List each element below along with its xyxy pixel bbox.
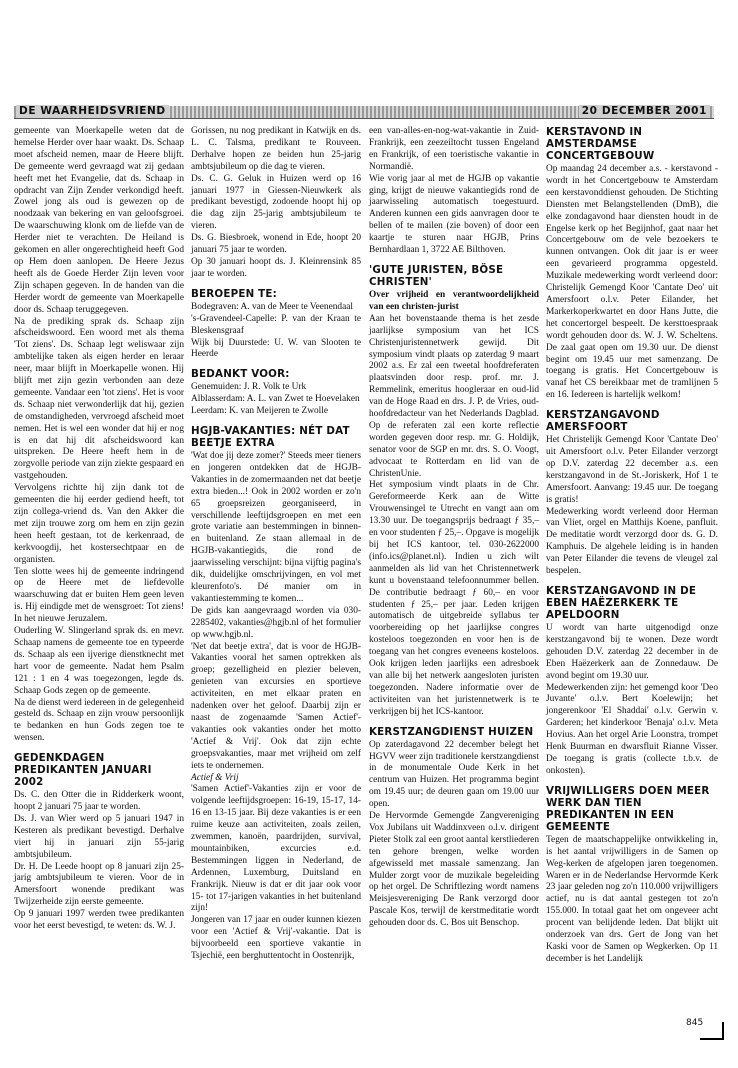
paragraph: Het symposium vindt plaats in de Chr. Gereformeerde Kerk aan de Witte Vrouwensingel te Utrecht en vangt aan om 13.30 uur. De toegangsprijs bedraagt ƒ 35,– en voor studenten ƒ 25,–. Opgave is mogelijk bij het ICS kantoor, tel. 030-2622000 (info.ics@planet.nl). Indien u zich wilt aanmelden als lid van het Christennetwerk kunt u bovenstaand telefoonnummer bellen. De contributie bedraagt ƒ 60,– en voor studenten ƒ 25,– per jaar. Leden krijgen automatisch de uitgebreide syllabus ter voorbereiding op het jaarlijkse congres kosteloos toegezonden en voor hen is de toegang van het congres eveneens kosteloos. Ook krijgen leden jaarlijks een adresboek van alle bij het netwerk aangesloten juristen toegezonden. Nadere informatie over de activiteiten van het juristennetwerk is te verkrijgen bij het ICS-kantoor. xyxy=(369,480,539,717)
subheading-actief-vrij: Actief & Vrij xyxy=(191,772,239,783)
heading-kerstzangdienst-huizen: KERSTZANGDIENST HUIZEN xyxy=(369,725,534,738)
subheading-gute-juristen: Over vrijheid en verantwoordelijkheid van een christen-jurist xyxy=(369,289,539,312)
paragraph: Vervolgens richtte hij zijn dank tot de gemeenten die hij eerder gediend heeft, tot zijn collega-vriend ds. Van den Akker die met zijn trouwe zorg om hem en zijn gezin heen heeft gestaan, tot de kerkenraad, de kerkvoogdij, het kostersechtpaar en de organisten. xyxy=(14,483,184,565)
paragraph: Het Christelijk Gemengd Koor 'Cantate Deo' uit Amersfoort o.l.v. Peter Eilander verzorgt op D.V. zaterdag 22 december a.s. een kerstzangavond in de St.-Joriskerk, Hof 1 te Amersfoort. Aanvang: 19.45 uur. De toegang is gratis! xyxy=(546,435,718,505)
paragraph: De Hervormde Gemengde Zangvereniging Vox Jubilans uit Waddinxveen o.l.v. dirigent Pieter Stolk zal een groot aantal kerstliederen ten gehore brengen, welke worden afgewisseld met massale samenzang. Jan Mulder zorgt voor de muzikale begeleiding op het orgel. De Schriftlezing wordt namens Meisjesvereniging De Rank verzorgd door Pascale Kos, terwijl de kerstmeditatie wordt gehouden door ds. C. Bos uit Benschop. xyxy=(369,811,539,929)
paragraph: Tegen de maatschappelijke ontwikkeling in, is het aantal vrijwilligers in de Samen op Weg-kerken de afgelopen jaren toegenomen. Waren er in de Nederlandse Hervormde Kerk 23 jaar geleden nog zo'n 110.000 vrijwilligers actief, nu is dat aantal gestegen tot zo'n 155.000. In totaal gaat het om ongeveer acht procent van belijdende leden. Dat blijkt uit onderzoek van drs. Gert de Jong van het Kaski voor de Samen op Wegkerken. Op 11 december is het Landelijk xyxy=(546,834,718,964)
list-item: Wijk bij Duurstede: U. W. van Slooten te Heerde xyxy=(191,337,361,360)
paragraph: Gorissen, nu nog predikant in Katwijk en ds. L. C. Talsma, predikant te Rouveen. Derhalve hopen ze beiden hun 25-jarig ambtsjubileum op die dag te vieren. xyxy=(191,126,361,172)
paragraph: Medewerking wordt verleend door Herman van Vliet, orgel en Matthijs Koene, panfluit. De meditatie wordt verzorgd door ds. G. D. Kamphuis. De algehele leiding is in handen van Peter Eilander die tevens de vleugel zal bespelen. xyxy=(546,506,718,577)
heading-gute-juristen: 'GUTE JURISTEN, BÖSE CHRISTEN' xyxy=(369,263,504,288)
paragraph: 'Wat doe jij deze zomer?' Steeds meer tieners en jongeren ontdekken dat de HGJB-Vakanties in de zomermaanden net dat beetje extra bieden...! Ook in 2002 worden er zo'n 65 groepsreizen georganiseerd, in verschillende leeftijdsgroepen en met een grote variatie aan bestemmingen in binnen- en buitenland. Ze staan allemaal in de HGJB-vakantiegids, die rond de jaarwisseling verschijnt: bijna vijftig pagina's dik, duidelijke omschrijvingen, en vol met kleurenfoto's. Dé manier om in vakantiestemming te komen... xyxy=(191,451,361,604)
paragraph: Na de prediking sprak ds. Schaap zijn afscheidswoord. Een woord met als thema 'Tot ziens'. Ds. Schaap legt weliswaar zijn ambtelijke taken als eigen herder en leraar neer, maar blijft in Moerkapelle wonen. Hij blijft met zijn gezin verbonden aan deze gemeente. Vandaar een 'tot ziens'. Het is voor ds. Schaap niet verwonderlijk dat hij, gezien de omstandigheden, vervroegd afscheid moet nemen. Het is wel een wonder dat hij er nog is en dat hij dit afscheidswoord kan uitspreken. De Heere heeft hem in de zorgvolle periode van zijn ziekte gespaard en vastgehouden. xyxy=(14,316,184,482)
heading-beroepen: BEROEPEN TE: xyxy=(191,287,277,300)
masthead-bar xyxy=(14,106,714,119)
heading-gedenkdagen: GEDENKDAGEN PREDIKANTEN JANUARI 2002 xyxy=(14,752,152,789)
heading-bedankt: BEDANKT VOOR: xyxy=(191,368,290,381)
column-2 xyxy=(191,126,361,963)
paragraph: Ds. C. den Otter die in Ridderkerk woont, hoopt 2 januari 75 jaar te worden. xyxy=(14,790,184,813)
paragraph: Medewerkenden zijn: het gemengd koor 'Deo Juvante' o.l.v. Bert Koelewijn; het jongerenkoor 'El Shaddai' o.l.v. Gerwin v. Garderen; het kinderkoor 'Benaja' o.l.v. Meta Hovius. Aan het orgel Arie Loonstra, trompet Henk Buurman en dwarsfluit Rianne Visser. De toegang is gratis (collecte t.b.v. de onkosten). xyxy=(546,682,718,776)
heading-hgjb-vakanties: HGJB-VAKANTIES: NÉT DAT BEETJE EXTRA xyxy=(191,425,350,450)
paragraph: Aan het bovenstaande thema is het zesde jaarlijkse symposium van het ICS Christenjuristennetwerk gewijd. Dit symposium vindt plaats op zaterdag 9 maart 2002 a.s. Er zal een tweetal hoofdreferaten plaatsvinden door resp. prof. mr. J. Remmelink, emeritus hoogleraar en oud-lid van de Hoge Raad en drs. J. P. de Vries, oud-hoofdredacteur van het Nederlands Dagblad. Op de referaten zal een korte reflectie worden gegeven door resp. mr. G. Holdijk, senator voor de SGP en mr. drs. S. O. Voogt, advocaat te Rotterdam en lid van de ChristenUnie. xyxy=(369,313,539,479)
paragraph: 'Samen Actief'-Vakanties zijn er voor de volgende leeftijdsgroepen: 16-19, 15-17, 14-16 en 13-15 jaar. Bij deze vakanties is er een ruime keuze aan activiteiten, zoals zeilen, zwemmen, kanoën, paardrijden, survival, mountainbiken, excurcies e.d. Bestemmingen liggen in Nederland, de Ardennen, Luxemburg, Duitsland en Frankrijk. Nieuw is dat er dit jaar ook voor 15- tot 17-jarigen vakanties in het buitenland zijn! xyxy=(191,784,361,914)
paragraph: Ten slotte wees hij de gemeente indringend op de Heere met de liefdevolle waarschuwing dat er buiten Hem geen leven is. Hij eindigde met de wensgroet: Tot ziens! In het nieuwe Jeruzalem. xyxy=(14,566,184,625)
paragraph: Jongeren van 17 jaar en ouder kunnen kiezen voor een 'Actief & Vrij'-vakantie. Dat is bijvoorbeeld een sportieve vakantie in Tsjechië, een berghuttentocht in Oostenrijk, xyxy=(191,915,361,962)
list-item: Genemuiden: J. R. Volk te Urk xyxy=(191,382,307,393)
column-1 xyxy=(14,126,184,933)
column-3 xyxy=(369,126,539,930)
paragraph: Ds. G. Biesbroek, wonend in Ede, hoopt 20 januari 75 jaar te worden. xyxy=(191,233,361,256)
paragraph: Dr. H. De Leede hoopt op 8 januari zijn 25-jarig ambtsjubileum te vieren. Voor de in Amersfoort wonende predikant was Twijzerheide zijn eerste gemeente. xyxy=(14,861,184,908)
list-item: 's-Gravendeel-Capelle: P. van der Kraan te Bleskensgraaf xyxy=(191,313,361,336)
paragraph: een van-alles-en-nog-wat-vakantie in Zuid-Frankrijk, een zeezeiltocht tussen Engeland en Frankrijk, of een toeristische vakantie in Normandië. xyxy=(369,126,539,172)
corner-mark xyxy=(700,1022,724,1040)
publication-title: DE WAARHEIDSVRIEND xyxy=(16,105,169,118)
paragraph: Ds. J. van Wier werd op 5 januari 1947 in Kesteren als predikant bevestigd. Derhalve viert hij in januari zijn 55-jarig ambtsjubileum. xyxy=(14,813,184,860)
list-item: Bodegraven: A. van de Meer te Veenendaal xyxy=(191,301,353,312)
column-4 xyxy=(546,126,718,966)
paragraph: Ouderling W. Slingerland sprak ds. en mevr. Schaap namens de gemeente toe en typeerde ds. Schaap als een ijverige dienstknecht met hart voor de gemeente. Nadat hem Psalm 121 : 1 en 4 was toegezongen, legde ds. Schaap Gods zegen op de gemeente. xyxy=(14,626,184,696)
paragraph: U wordt van harte uitgenodigd onze kerstzangavond bij te wonen. Deze wordt gehouden D.V. zaterdag 22 december in de Eben Haëzerkerk aan de Zonnedauw. De avond begint om 19.30 uur. xyxy=(546,623,718,681)
paragraph: Op zaterdagavond 22 december belegt het HGVV weer zijn traditionele kerstzangdienst in de monumentale Oude Kerk in het centrum van Huizen. Het programma begint om 19.45 uur; de deuren gaan om 19.00 uur open. xyxy=(369,739,539,810)
heading-kerstzangavond-apeldoorn: KERSTZANGAVOND IN DE EBEN HAËZERKERK TE APELDOORN xyxy=(546,585,697,621)
paragraph: 'Net dat beetje extra', dat is voor de HGJB-Vakanties vooral het samen optrekken als groep; gezelligheid en plezier beleven, genieten van excursies en sportieve activiteiten, en met elkaar praten en nadenken over het geloof. Daarbij zijn er naast de zogenaamde 'Samen Actief'-vakanties ook vakanties onder het motto 'Actief & Vrij'. Ook dat zijn echte groepsvakanties, maar met vrijheid om zelf iets te ondernemen. xyxy=(191,641,361,771)
heading-kerstzangavond-amersfoort: KERSTZANGAVOND AMERSFOORT xyxy=(546,409,660,434)
paragraph: Ds. C. G. Geluk in Huizen werd op 16 januari 1977 in Giessen-Nieuwkerk als predikant bevestigd, zodoende hoopt hij op die dag zijn 25-jarig ambtsjubileum te vieren. xyxy=(191,173,361,232)
paragraph: gemeente van Moerkapelle weten dat de hemelse Herder over haar waakt. Ds. Schaap moet afscheid nemen, maar de Heere blijft. De gemeente werd gevraagd wat zij gedaan heeft met het Evangelie, dat ds. Schaap in opdracht van Zijn Zender verkondigd heeft. Zowel jong als oud is gewezen op de noodzaak van bekering en van geloofsgroei. De waarschuwing klonk om de liefde van de Herder niet te verachten. De Heiland is gekomen en aller ongerechtigheid heeft God op Hem doen aanlopen. De Heere Jezus heeft als de Goede Herder Zijn leven voor Zijn schapen gegeven. In de handen van die Herder wordt de gemeente van Moerkapelle door ds. Schaap teruggegeven. xyxy=(14,126,184,315)
issue-date: 20 DECEMBER 2001 xyxy=(579,105,710,118)
paragraph: Wie vorig jaar al met de HGJB op vakantie ging, krijgt de nieuwe vakantiegids rond de jaarwisseling automatisch toegestuurd. Anderen kunnen een gids aanvragen door te bellen of te mailen (zie boven) of door een kaartje te sturen naar HGJB, Prins Bernhardlaan 1, 3722 AE Bilthoven. xyxy=(369,173,539,256)
paragraph: De gids kan aangevraagd worden via 030-2285402, vakanties@hgjb.nl of het formulier op www.hgjb.nl. xyxy=(191,605,361,640)
paragraph: Na de dienst werd iedereen in de gelegenheid gesteld ds. Schaap en zijn vrouw persoonlijk te bedanken en hun Gods zegen toe te wensen. xyxy=(14,697,184,744)
heading-kerstavond-concertgebouw: KERSTAVOND IN AMSTERDAMSE CONCERTGEBOUW xyxy=(546,126,655,162)
list-item: Alblasserdam: A. L. van Zwet te Hoevelaken xyxy=(191,394,360,405)
paragraph: Op maandag 24 december a.s. - kerstavond - wordt in het Concertgebouw te Amsterdam een kerstavonddienst gehouden. De Stichting Diensten met Belangstellenden (DmB), die elke zondagavond haar diensten houdt in de Engelse kerk op het Begijnhof, gaat naar het Concertgebouw om de vele bezoekers te kunnen ontvangen. Ook dit jaar is er weer een gevarieerd programma opgesteld. Muzikale medewerking wordt verleend door: Christelijk Gemengd Koor 'Cantate Deo' uit Amersfoort o.l.v. Peter Eilander, het Markerkoperkwartet en door Hans Jutte, die het concertorgel bespeelt. De kersttoespraak wordt gehouden door ds. W. J. W. Scheltens. De zaal gaat open om 19.30 uur. De dienst begint om 19.45 uur met samenzang. De toegang is gratis. Het Concertgebouw is vanaf het CS bereikbaar met de tramlijnen 5 en 16. Iedereen is hartelijk welkom! xyxy=(546,164,718,401)
page-number: 845 xyxy=(686,1018,704,1028)
heading-vrijwilligers: VRIJWILLIGERS DOEN MEER WERK DAN TIEN PREDIKANTEN IN EEN GEMEENTE xyxy=(546,784,710,833)
paragraph: Op 30 januari hoopt ds. J. Kleinrensink 85 jaar te worden. xyxy=(191,256,361,279)
list-item: Leerdam: K. van Meijeren te Zwolle xyxy=(191,406,328,417)
paragraph: Op 9 januari 1997 werden twee predikanten voor het eerst bevestigd, te weten: ds. W. J. xyxy=(14,909,184,932)
